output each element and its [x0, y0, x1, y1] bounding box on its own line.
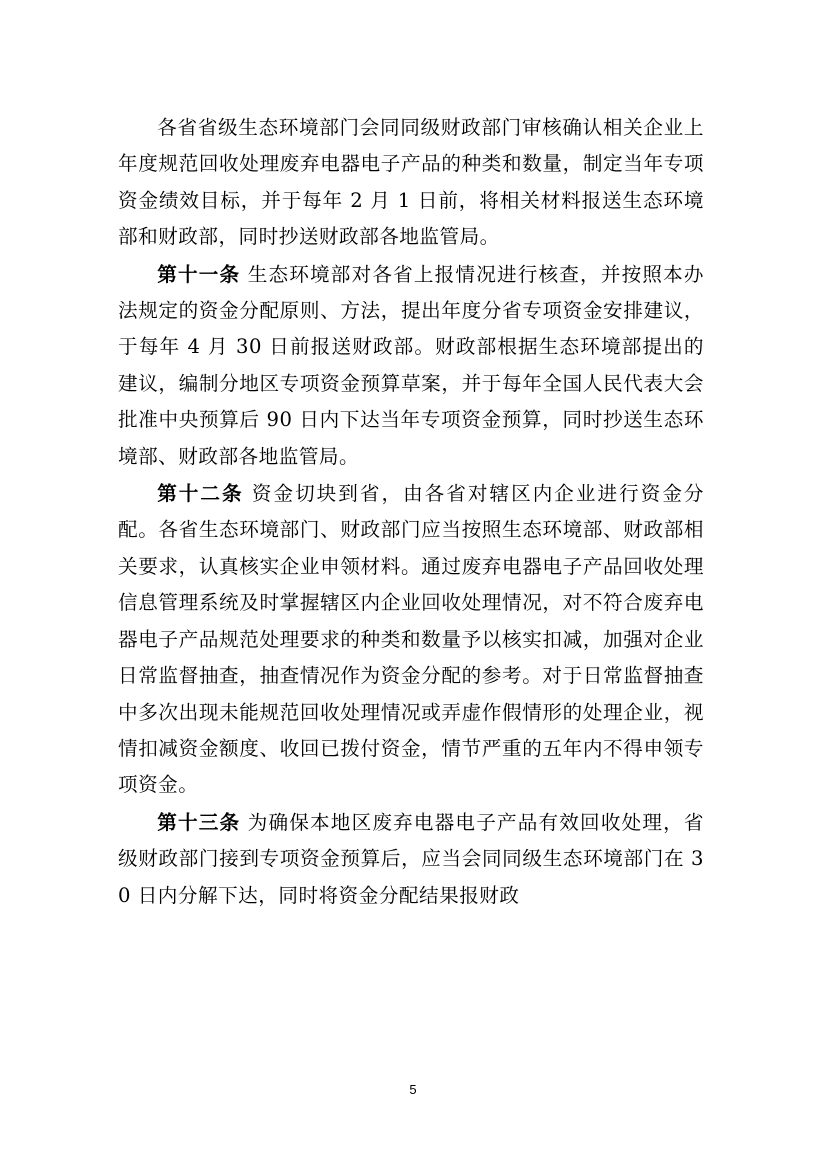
paragraph-1 — [118, 110, 704, 256]
article-13-heading: 第十三条 — [157, 810, 241, 834]
paragraph-1-text: 各省省级生态环境部门会同同级财政部门审核确认相关企业上年度规范回收处理废弃电器电子产品的种类和数量，制定当年专项资金绩效目标，并于每年 2 月 1 日前，将相关材料报送生态环境部和财政部，同时抄送财政部各地监管局。 — [118, 116, 704, 249]
article-12 — [118, 476, 704, 804]
article-13-text: 为确保本地区废弃电器电子产品有效回收处理，省级财政部门接到专项资金预算后，应当会同同级生态环境部门在 30 日内分解下达，同时将资金分配结果报财政 — [118, 810, 705, 907]
page-number: 5 — [409, 1082, 417, 1097]
article-12-heading: 第十二条 — [157, 482, 244, 506]
article-11-text: 生态环境部对各省上报情况进行核查，并按照本办法规定的资金分配原则、方法，提出年度分省专项资金安排建议，于每年 4 月 30 日前报送财政部。财政部根据生态环境部提出的建议，编制分地区专项资金预算草案，并于每年全国人民代表大会批准中央预算后 90 日内下达当年专项资金预算，同时抄送生态环境部、财政部各地监管局。 — [118, 262, 705, 468]
document-body — [118, 110, 704, 915]
article-11 — [118, 257, 704, 475]
article-12-text: 资金切块到省，由各省对辖区内企业进行资金分配。各省生态环境部门、财政部门应当按照生态环境部、财政部相关要求，认真核实企业申领材料。通过废弃电器电子产品回收处理信息管理系统及时掌握辖区内企业回收处理情况，对不符合废弃电器电子产品规范处理要求的种类和数量予以核实扣减，加强对企业日常监督抽查，抽查情况作为资金分配的参考。对于日常监督抽查中多次出现未能规范回收处理情况或弄虚作假情形的处理企业，视情扣减资金额度、收回已拨付资金，情节严重的五年内不得申领专项资金。 — [118, 482, 705, 797]
article-11-heading: 第十一条 — [157, 262, 241, 286]
article-13 — [118, 805, 704, 914]
